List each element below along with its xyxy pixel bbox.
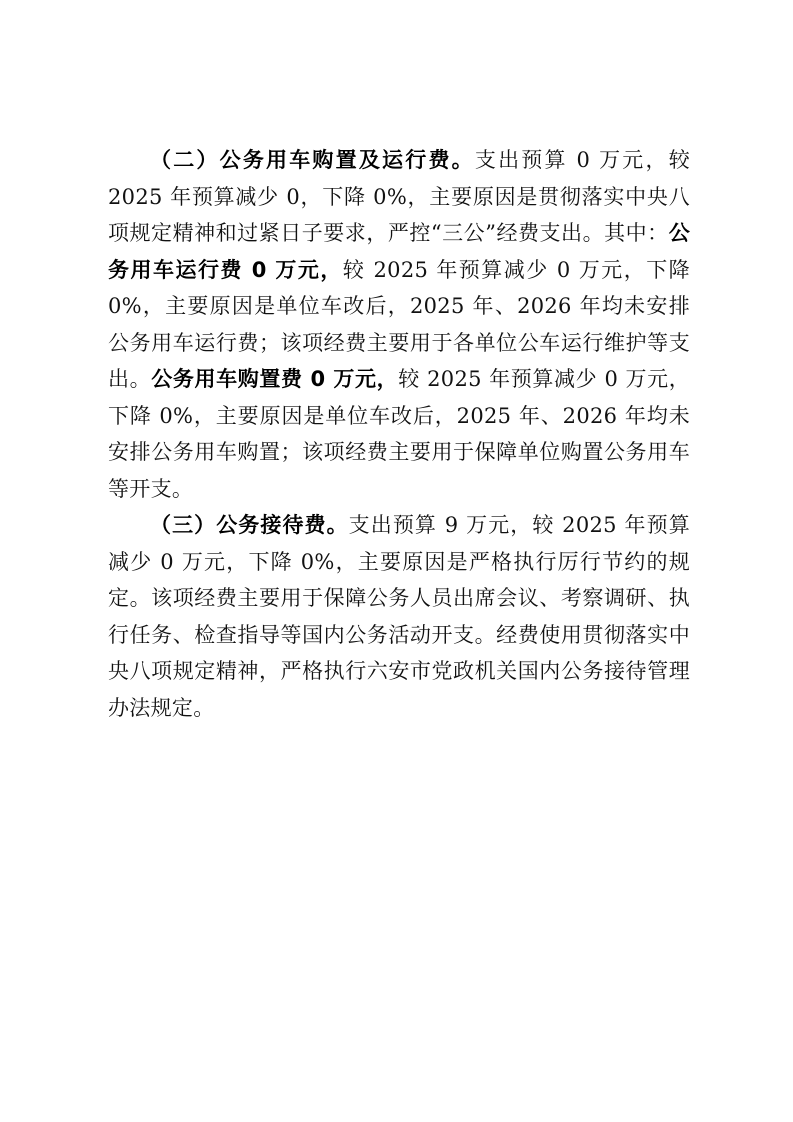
heading-vehicle-costs: （二）公务用车购置及运行费。 [150,148,475,172]
document-body [108,142,690,726]
heading-reception-costs: （三）公务接待费。 [150,513,349,537]
text-reception-costs: 支出预算 9 万元，较 2025 年预算减少 0 万元，下降 0%，主要原因是严格执行厉行节约的规定。该项经费主要用于保障公务人员出席会议、考察调研、执行任务、检查指导等国内公务活动开支。经费使用贯彻落实中央八项规定精神，严格执行六安市党政机关国内公务接待管理办法规定。 [108,513,690,720]
paragraph-vehicle-costs [108,142,690,507]
paragraph-reception-costs [108,507,690,726]
text-vehicle-purchase: 较 2025 年预算减少 0 万元，下降 0%，主要原因是单位车改后，2025 年、2026 年均未安排公务用车购置；该项经费主要用于保障单位购置公务用车等开支。 [108,367,690,501]
text-vehicle-operation: 较 2025 年预算减少 0 万元，下降 0%，主要原因是单位车改后，2025 年、2026 年均未安排公务用车运行费；该项经费主要用于各单位公车运行维护等支出。 [108,257,690,391]
subheading-vehicle-operation: 公务用车运行费 0 万元， [108,221,690,282]
text-vehicle-costs-summary: 支出预算 0 万元，较 2025 年预算减少 0，下降 0%，主要原因是贯彻落实中央八项规定精神和过紧日子要求，严控“三公”经费支出。其中： [108,148,691,245]
subheading-vehicle-purchase: 公务用车购置费 0 万元， [151,367,399,391]
